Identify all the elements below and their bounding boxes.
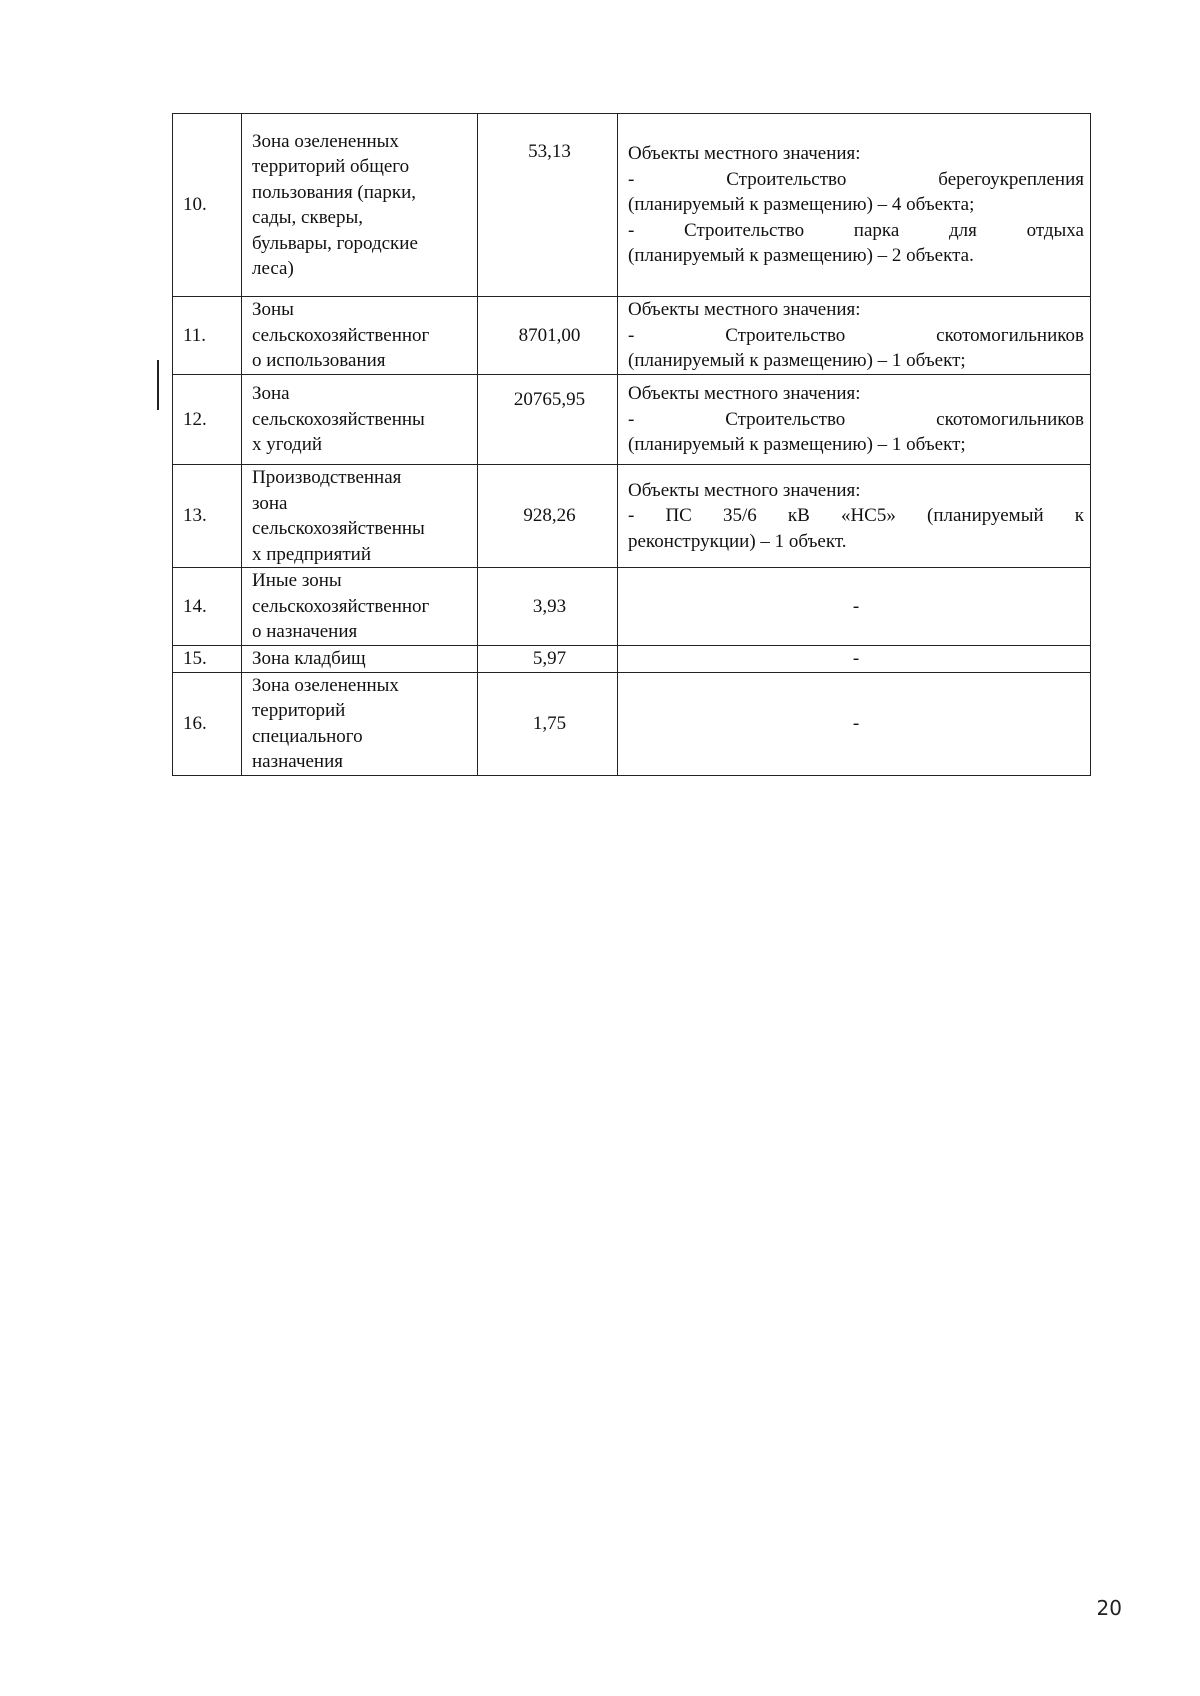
- row-number: 12.: [173, 375, 242, 465]
- zones-table: [172, 113, 1091, 776]
- zone-name: Производственная зона сельскохозяйственны х предприятий: [242, 465, 478, 568]
- zone-objects: Объекты местного значения: - ПС 35/6 кВ «НС5» (планируемый к реконструкции) – 1 объект.: [618, 465, 1091, 568]
- table-row: [173, 114, 1091, 297]
- zone-name: Зона кладбищ: [242, 646, 478, 673]
- zone-name: Зона озелененных территорий специального назначения: [242, 672, 478, 775]
- zone-objects-empty: -: [618, 568, 1091, 646]
- zone-objects: Объекты местного значения: - Строительство скотомогильников (планируемый к размещению) – 1 объект;: [618, 375, 1091, 465]
- row-number: 16.: [173, 672, 242, 775]
- table-row: [173, 375, 1091, 465]
- row-number: 14.: [173, 568, 242, 646]
- row-number: 15.: [173, 646, 242, 673]
- table-row: [173, 297, 1091, 375]
- table-row: [173, 568, 1091, 646]
- zone-area: 1,75: [478, 672, 618, 775]
- zone-area: 53,13: [478, 114, 618, 297]
- margin-change-bar: [157, 360, 159, 410]
- zone-name: Иные зоны сельскохозяйственног о назначения: [242, 568, 478, 646]
- table-row: [173, 672, 1091, 775]
- page-number: 20: [1096, 1596, 1122, 1620]
- zone-area: 5,97: [478, 646, 618, 673]
- zone-objects-empty: -: [618, 672, 1091, 775]
- zone-area: 928,26: [478, 465, 618, 568]
- zone-objects: Объекты местного значения: - Строительство берегоукрепления (планируемый к размещению) – 4 объекта; - Строительство парка для отдыха (планируемый к размещению) – 2 объекта.: [618, 114, 1091, 297]
- table-row: [173, 646, 1091, 673]
- zone-area: 20765,95: [478, 375, 618, 465]
- zone-objects: Объекты местного значения: - Строительство скотомогильников (планируемый к размещению) – 1 объект;: [618, 297, 1091, 375]
- table-row: [173, 465, 1091, 568]
- zone-name: Зона озелененных территорий общего пользования (парки, сады, скверы, бульвары, городские леса): [242, 114, 478, 297]
- zone-name: Зоны сельскохозяйственног о использования: [242, 297, 478, 375]
- zone-name: Зона сельскохозяйственны х угодий: [242, 375, 478, 465]
- row-number: 10.: [173, 114, 242, 297]
- zone-objects-empty: -: [618, 646, 1091, 673]
- zone-area: 3,93: [478, 568, 618, 646]
- row-number: 13.: [173, 465, 242, 568]
- row-number: 11.: [173, 297, 242, 375]
- zone-area: 8701,00: [478, 297, 618, 375]
